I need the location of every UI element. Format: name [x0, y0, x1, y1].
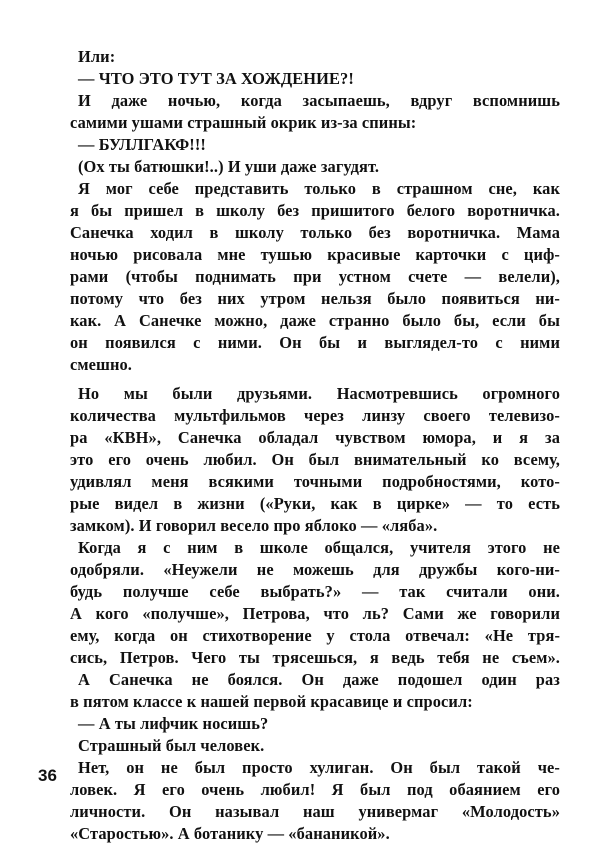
- text-line: количества мультфильмов через линзу своего телевизо-: [70, 406, 560, 425]
- text-line: ловек. Я его очень любил! Я был под обаянием его: [70, 780, 560, 799]
- text-line: замком). И говорил весело про яблоко — «ляба».: [70, 516, 438, 535]
- text-line: Или:: [78, 47, 116, 66]
- text-line: — ЧТО ЭТО ТУТ ЗА ХОЖДЕНИЕ?!: [78, 69, 354, 88]
- text-line: Я мог себе представить только в страшном сне, как: [78, 179, 560, 198]
- text-line: А кого «получше», Петрова, что ль? Сами же говорили: [70, 604, 560, 623]
- text-line: И даже ночью, когда засыпаешь, вдруг вспомнишь: [78, 91, 560, 110]
- text-line: рые видел в жизни («Руки, как в цирке» — то есть: [70, 494, 560, 513]
- text-line: как. А Санечке можно, даже странно было бы, если бы: [70, 311, 560, 330]
- text-line: личности. Он называл наш универмаг «Молодость»: [70, 802, 560, 821]
- text-line: Но мы были друзьями. Насмотревшись огромного: [78, 384, 560, 403]
- text-line: самими ушами страшный окрик из-за спины:: [70, 113, 417, 132]
- text-line: Страшный был человек.: [78, 736, 265, 755]
- text-line: (Ох ты батюшки!..) И уши даже загудят.: [78, 157, 380, 176]
- text-line: смешно.: [70, 355, 132, 374]
- text-line: — А ты лифчик носишь?: [78, 714, 269, 733]
- text-line: удивлял меня всякими точными подробностями, кото-: [70, 472, 560, 491]
- text-line: в пятом классе к нашей первой красавице и спросил:: [70, 692, 473, 711]
- text-line: Нет, он не был просто хулиган. Он был такой че-: [78, 758, 560, 777]
- page-number: 36: [38, 766, 57, 785]
- text-line: ему, когда он стихотворение у стола отвечал: «Не тря-: [70, 626, 560, 645]
- text-line: ночью рисовала мне тушью красивые карточки с циф-: [70, 245, 560, 264]
- text-line: ра «КВН», Санечка обладал чувством юмора, и я за: [70, 428, 560, 447]
- text-line: это его очень любил. Он был внимательный ко всему,: [70, 450, 560, 469]
- text-line: он появился с ними. Он бы и выглядел-то с ними: [70, 333, 560, 352]
- text-line: я бы пришел в школу без пришитого белого воротничка.: [70, 201, 560, 220]
- text-line: одобряли. «Неужели не можешь для дружбы кого-ни-: [70, 560, 560, 579]
- text-line: рами (чтобы поднимать при устном счете — велели),: [70, 267, 560, 286]
- text-line: А Санечка не боялся. Он даже подошел один раз: [78, 670, 560, 689]
- text-line: — БУЛЛГАКФ!!!: [78, 135, 206, 154]
- text-line: будь получше себе выбрать?» — так считали они.: [70, 582, 560, 601]
- text-line: потому что без них утром нельзя было появиться ни-: [70, 289, 560, 308]
- text-line: Санечка ходил в школу только без воротничка. Мама: [70, 223, 560, 242]
- text-line: Когда я с ним в школе общался, учителя этого не: [78, 538, 560, 557]
- text-line: сись, Петров. Чего ты трясешься, я ведь тебя не съем».: [70, 648, 560, 667]
- text-line: «Старостью». А ботанику — «бананикой».: [70, 824, 390, 843]
